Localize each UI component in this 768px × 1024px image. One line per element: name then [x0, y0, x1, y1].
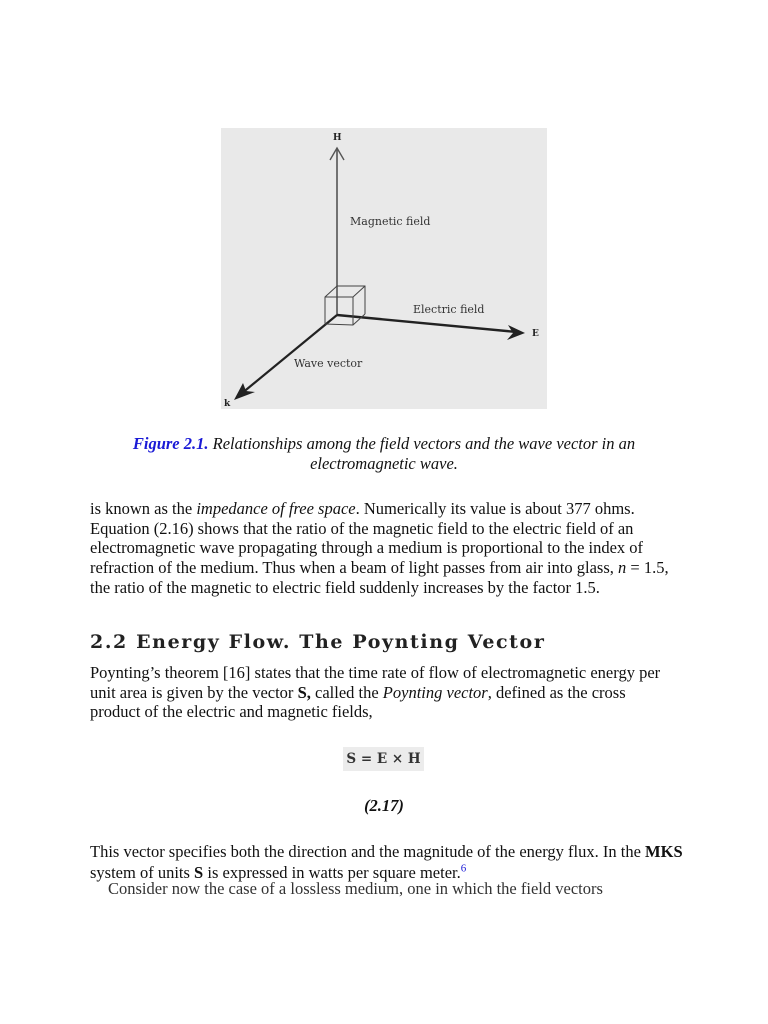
paragraph-text: called the [310, 682, 383, 702]
equation-number: (2.17) [364, 796, 404, 815]
symbol-s: S, [297, 682, 311, 702]
paragraph-poynting [90, 663, 680, 722]
cut-off-text: Consider now the case of a lossless medium, one in which the field vectors [108, 879, 603, 898]
cut-off-text-line [108, 879, 656, 898]
paragraph-text: is known as the [90, 499, 197, 518]
e-axis-line [337, 315, 517, 332]
paragraph-text: is expressed in watts per square meter. [203, 863, 461, 882]
figure-field-vectors [221, 128, 547, 409]
paragraph-text: . Numerically its value is about 377 ohms. Equation (2.16) shows that the ratio of the magnetic field to the electric field of an electromagnetic wave propagating through a medium is proportional to the index of refraction of the medium. Thus when a beam of light passes from air into glass, [90, 499, 644, 578]
term-impedance: impedance of free space [196, 499, 356, 518]
magnetic-field-label: Magnetic field [350, 215, 431, 228]
k-axis-line [241, 315, 337, 394]
figure-caption-text: Relationships among the field vectors and the wave vector in an electromagnetic wave. [208, 434, 636, 473]
paragraph-text: This vector specifies both the direction and the magnitude of the energy flux. In the [90, 842, 646, 861]
field-vectors-diagram [221, 128, 547, 409]
figure-caption [96, 434, 672, 474]
paragraph-text: = 1.5, the ratio of the magnetic to electric field suddenly increases by the factor 1.5. [90, 558, 669, 597]
equation-image [343, 747, 424, 771]
footnote-link[interactable]: 6 [460, 862, 467, 875]
paragraph-text: system of units [90, 863, 195, 882]
term-poynting-vector: Poynting vector [382, 682, 488, 702]
wave-vector-label: Wave vector [294, 357, 363, 370]
section-heading: 2.2 Energy Flow. The Poynting Vector [90, 631, 546, 653]
e-axis-label: E [532, 329, 539, 339]
electric-field-label: Electric field [413, 303, 485, 316]
paragraph-text: , defined as the cross product of the electric and magnetic fields, [90, 682, 626, 722]
paragraph-energy-flux [90, 841, 690, 883]
variable-n: n [618, 558, 627, 578]
term-mks: MKS [645, 842, 683, 861]
paragraph-text: Poynting’s theorem [16] states that the time rate of flow of electromagnetic energy per unit area is given by the vector [90, 663, 661, 702]
h-axis-label: H [333, 133, 342, 143]
paragraph-impedance [90, 499, 680, 598]
k-axis-label: k [224, 399, 231, 409]
equation-formula: S = E × H [346, 751, 421, 767]
figure-caption-label[interactable]: Figure 2.1. [132, 434, 209, 453]
symbol-s: S [194, 863, 204, 882]
